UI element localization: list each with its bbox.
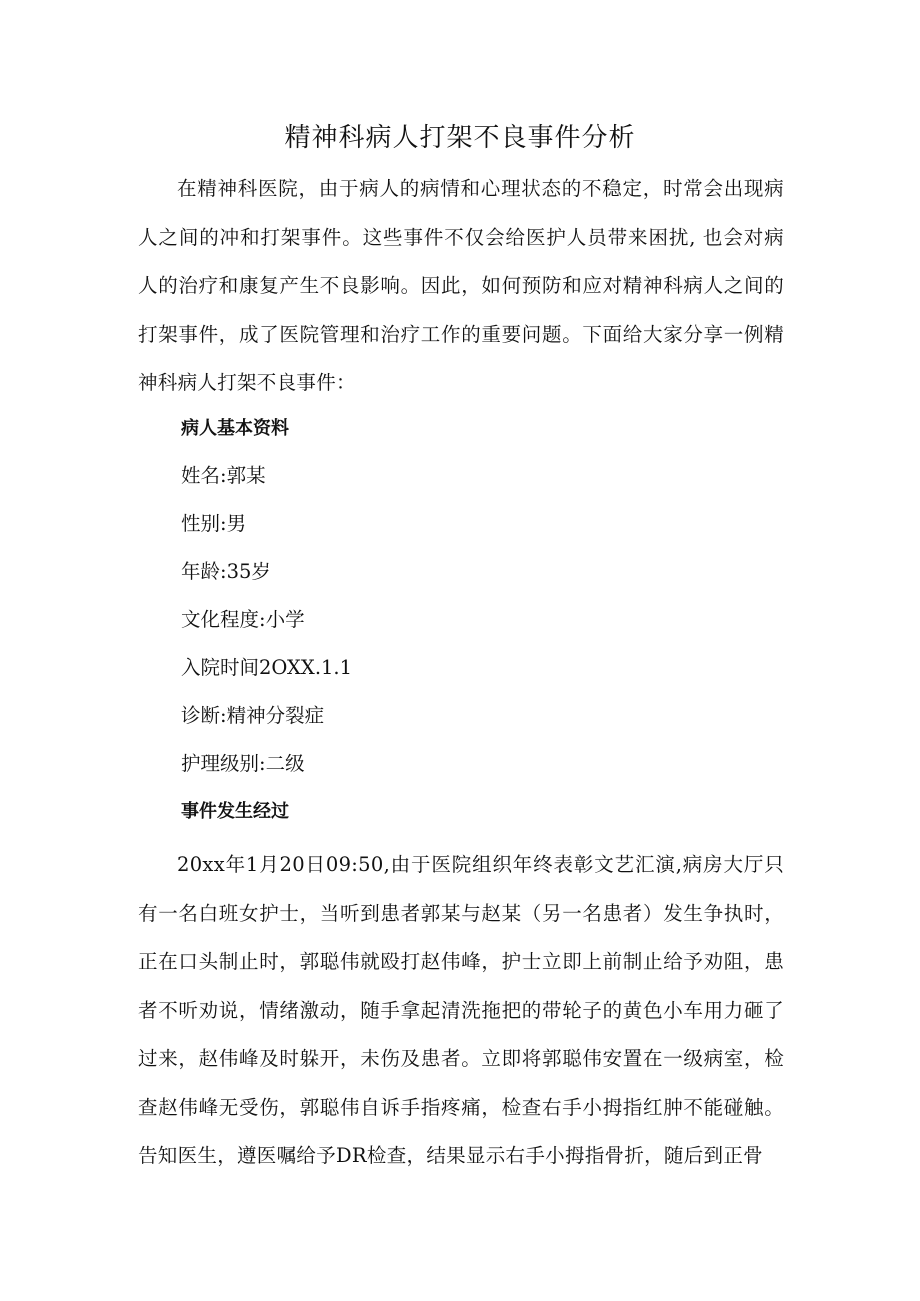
section-heading-patient-info: 病人基本资料	[181, 418, 289, 439]
field-age: 年龄:35岁	[181, 560, 271, 583]
event-paragraph: 20xx年1月20日09:50,由于医院组织年终表彰文艺汇演,病房大厅只有一名白班女护士，当听到患者郭某与赵某（另一名患者）发生争执时，正在口头制止时，郭聪伟就殴打赵伟峰，护士立即上前制止给予劝阻，患者不听劝说，情绪激动，随手拿起清洗拖把的带轮子的黄色小车用力砸了过来，赵伟峰及时躲开，未伤及患者。立即将郭聪伟安置在一级病室，检查赵伟峰无受伤，郭聪伟自诉手指疼痛，检查右手小拇指红肿不能碰触。告知医生，遵医嘱给予DR检查，结果显示右手小拇指骨折，随后到正骨	[138, 853, 784, 1167]
section-heading-event: 事件发生经过	[181, 801, 289, 822]
document-title: 精神科病人打架不良事件分析	[284, 123, 636, 153]
field-name: 姓名:郭某	[181, 464, 266, 487]
field-gender: 性别:男	[181, 512, 247, 535]
intro-paragraph: 在精神科医院，由于病人的病情和心理状态的不稳定，时常会出现病人之间的冲和打架事件。这些事件不仅会给医护人员带来困扰, 也会对病人的治疗和康复产生不良影响。因此，如何预防和应对精神科病人之间的打架事件，成了医院管理和治疗工作的重要问题。下面给大家分享一例精神科病人打架不良事件：	[138, 177, 784, 394]
field-diagnosis: 诊断:精神分裂症	[181, 704, 325, 727]
field-admission-date: 入院时间2OXX.1.1	[181, 656, 353, 679]
field-education: 文化程度:小学	[181, 608, 305, 631]
field-care-level: 护理级别:二级	[181, 752, 305, 775]
